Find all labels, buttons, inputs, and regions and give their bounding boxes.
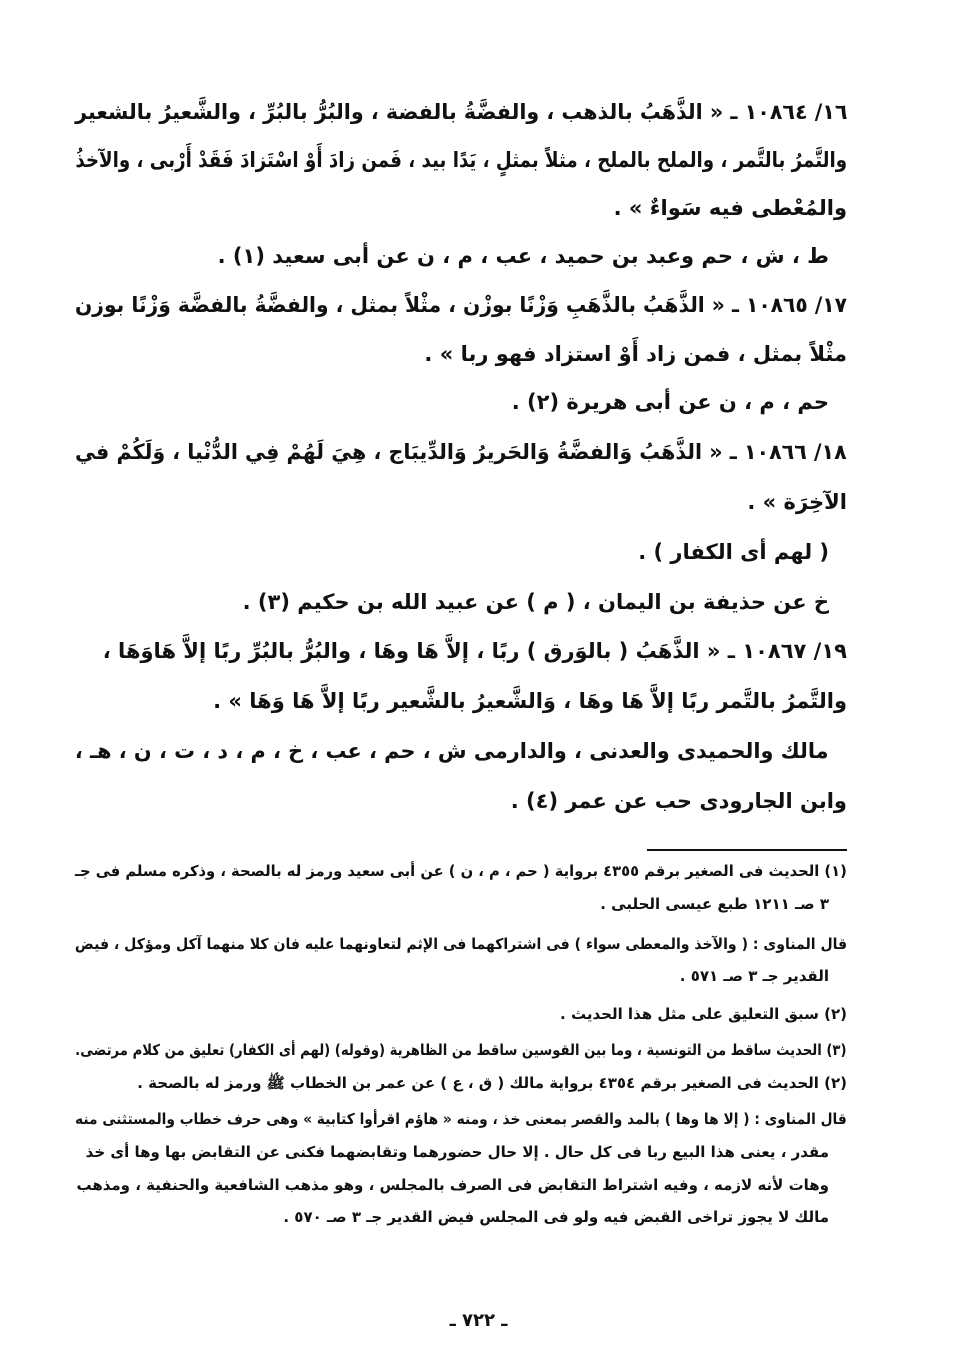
hadith-17-line-1: ١٧/ ١٠٨٦٥ ـ « الذَّهَبُ بالذَّهَبِ وَزْنًا بوزْن ، مثْلاً بمثل ، والفضَّةُ بالفضَّة وَزْنًا بوزن (75, 293, 847, 317)
footnote-line: (٢) سبق التعليق على مثل هذا الحديث . (560, 1005, 847, 1023)
footnote-line: مالك لا يجوز تراخى القبض فيه ولو فى المجلس فيض القدير جـ ٣ صـ ٥٧٠ . (283, 1208, 829, 1226)
footnote-line: (٢) الحديث فى الصغير برقم ٤٣٥٤ برواية مالك ( ق ، ع ) عن عمر بن الخطاب ﷺ ورمز له بالصحة . (137, 1074, 847, 1092)
hadith-19-sources-line-1: مالك والحميدى والعدنى ، والدارمى ش ، حم ، عب ، خ ، م ، د ، ت ، ن ، هـ ، (75, 739, 829, 763)
footnote-line: قال المناوى : ( إلا ها وها ) بالمد والقصر بمعنى خذ ، ومنه « هاؤم اقرأوا كتابية » وهى حرف خطاب والمستثنى منه (75, 1110, 847, 1128)
hadith-17-sources: حم ، م ، ن عن أبى هريرة (٢) . (511, 390, 829, 414)
hadith-16-line-3: والمُعْطى فيه سَواءٌ » . (613, 196, 847, 220)
page-number: ـ ٧٢٢ ـ (449, 1310, 508, 1331)
hadith-16-line-2: والتَّمرُ بالتَّمر ، والملح بالملح ، مثلاً بمثلٍ ، يَدًا بيد ، فَمن زادَ أَوْ اسْتَزادَ فَقَدْ أَرْبى ، والآخذُ (75, 148, 847, 172)
footnote-separator (647, 849, 847, 851)
hadith-16-line-1: ١٦/ ١٠٨٦٤ ـ « الذَّهَبُ بالذهب ، والفضَّةُ بالفضة ، والبُرُّ بالبُرِّ ، والشَّعيرُ بالشعير (74, 100, 847, 124)
hadith-18-line-2: الآخِرَة » . (747, 490, 847, 514)
footnote-line: مقدر ، يعنى هذا البيع ربا فى كل حال . إلا حال حضورهما وتقابضهما فكنى عن التقابض بها وها أى خذ (85, 1143, 829, 1161)
hadith-18-note: ( لهم أى الكفار ) . (638, 540, 829, 564)
hadith-19-line-1: ١٩/ ١٠٨٦٧ ـ « الذَّهَبُ ( بالوَرق ) ربًا ، إلاَّ هَا وهَا ، والبُرُّ بالبُرِّ ربًا إلاَّ هَاوَهَا ، (102, 639, 847, 663)
hadith-17-line-2: مثْلاً بمثل ، فمن زاد أَوْ استزاد فهو ربا » . (424, 342, 847, 366)
footnote-line: (١) الحديث فى الصغير برقم ٤٣٥٥ برواية ( حم ، م ، ن ) عن أبى سعيد ورمز له بالصحة ، وذكره مسلم فى جـ (75, 862, 847, 880)
hadith-16-sources: ط ، ش ، حم وعبد بن حميد ، عب ، م ، ن عن أبى سعيد (١) . (217, 244, 829, 268)
hadith-18-line-1: ١٨/ ١٠٨٦٦ ـ « الذَّهَبُ وَالفضَّةُ وَالحَريرُ وَالدِّيبَاج ، هِيَ لَهُمْ فِي الدُّنْيا ، وَلَكُمْ في (75, 440, 847, 464)
footnote-line: قال المناوى : ( والآخذ والمعطى سواء ) فى اشتراكهما فى الإثم لتعاونهما عليه فان كلا منهما آكل ومؤكل ، فيض (74, 935, 847, 953)
footnote-line: القدير جـ ٣ صـ ٥٧١ . (679, 967, 829, 985)
hadith-19-line-2: والتَّمرُ بالتَّمر ربًا إلاَّ هَا وهَا ، وَالشَّعيرُ بالشَّعير ربًا إلاَّ هَا وَهَا » . (213, 689, 847, 713)
hadith-19-sources-line-2: وابن الجارودى حب عن عمر (٤) . (510, 789, 847, 813)
footnote-line: ٣ صـ ١٢١١ طبع عيسى الحلبى . (600, 895, 829, 913)
footnote-line: (٣) الحديث ساقط من التونسية ، وما بين القوسين ساقط من الظاهرية (وقوله) (لهم أى الكفار) تعليق من كلام مرتضى. (75, 1041, 847, 1059)
hadith-18-sources: خ عن حذيفة بن اليمان ، ( م ) عن عبيد الله بن حكيم (٣) . (242, 590, 829, 614)
footnote-line: وهات لأنه لازمه ، وفيه اشتراط التقابض فى الصرف بالمجلس ، وهو مذهب الشافعية والحنفية ، ومذهب (76, 1176, 829, 1194)
